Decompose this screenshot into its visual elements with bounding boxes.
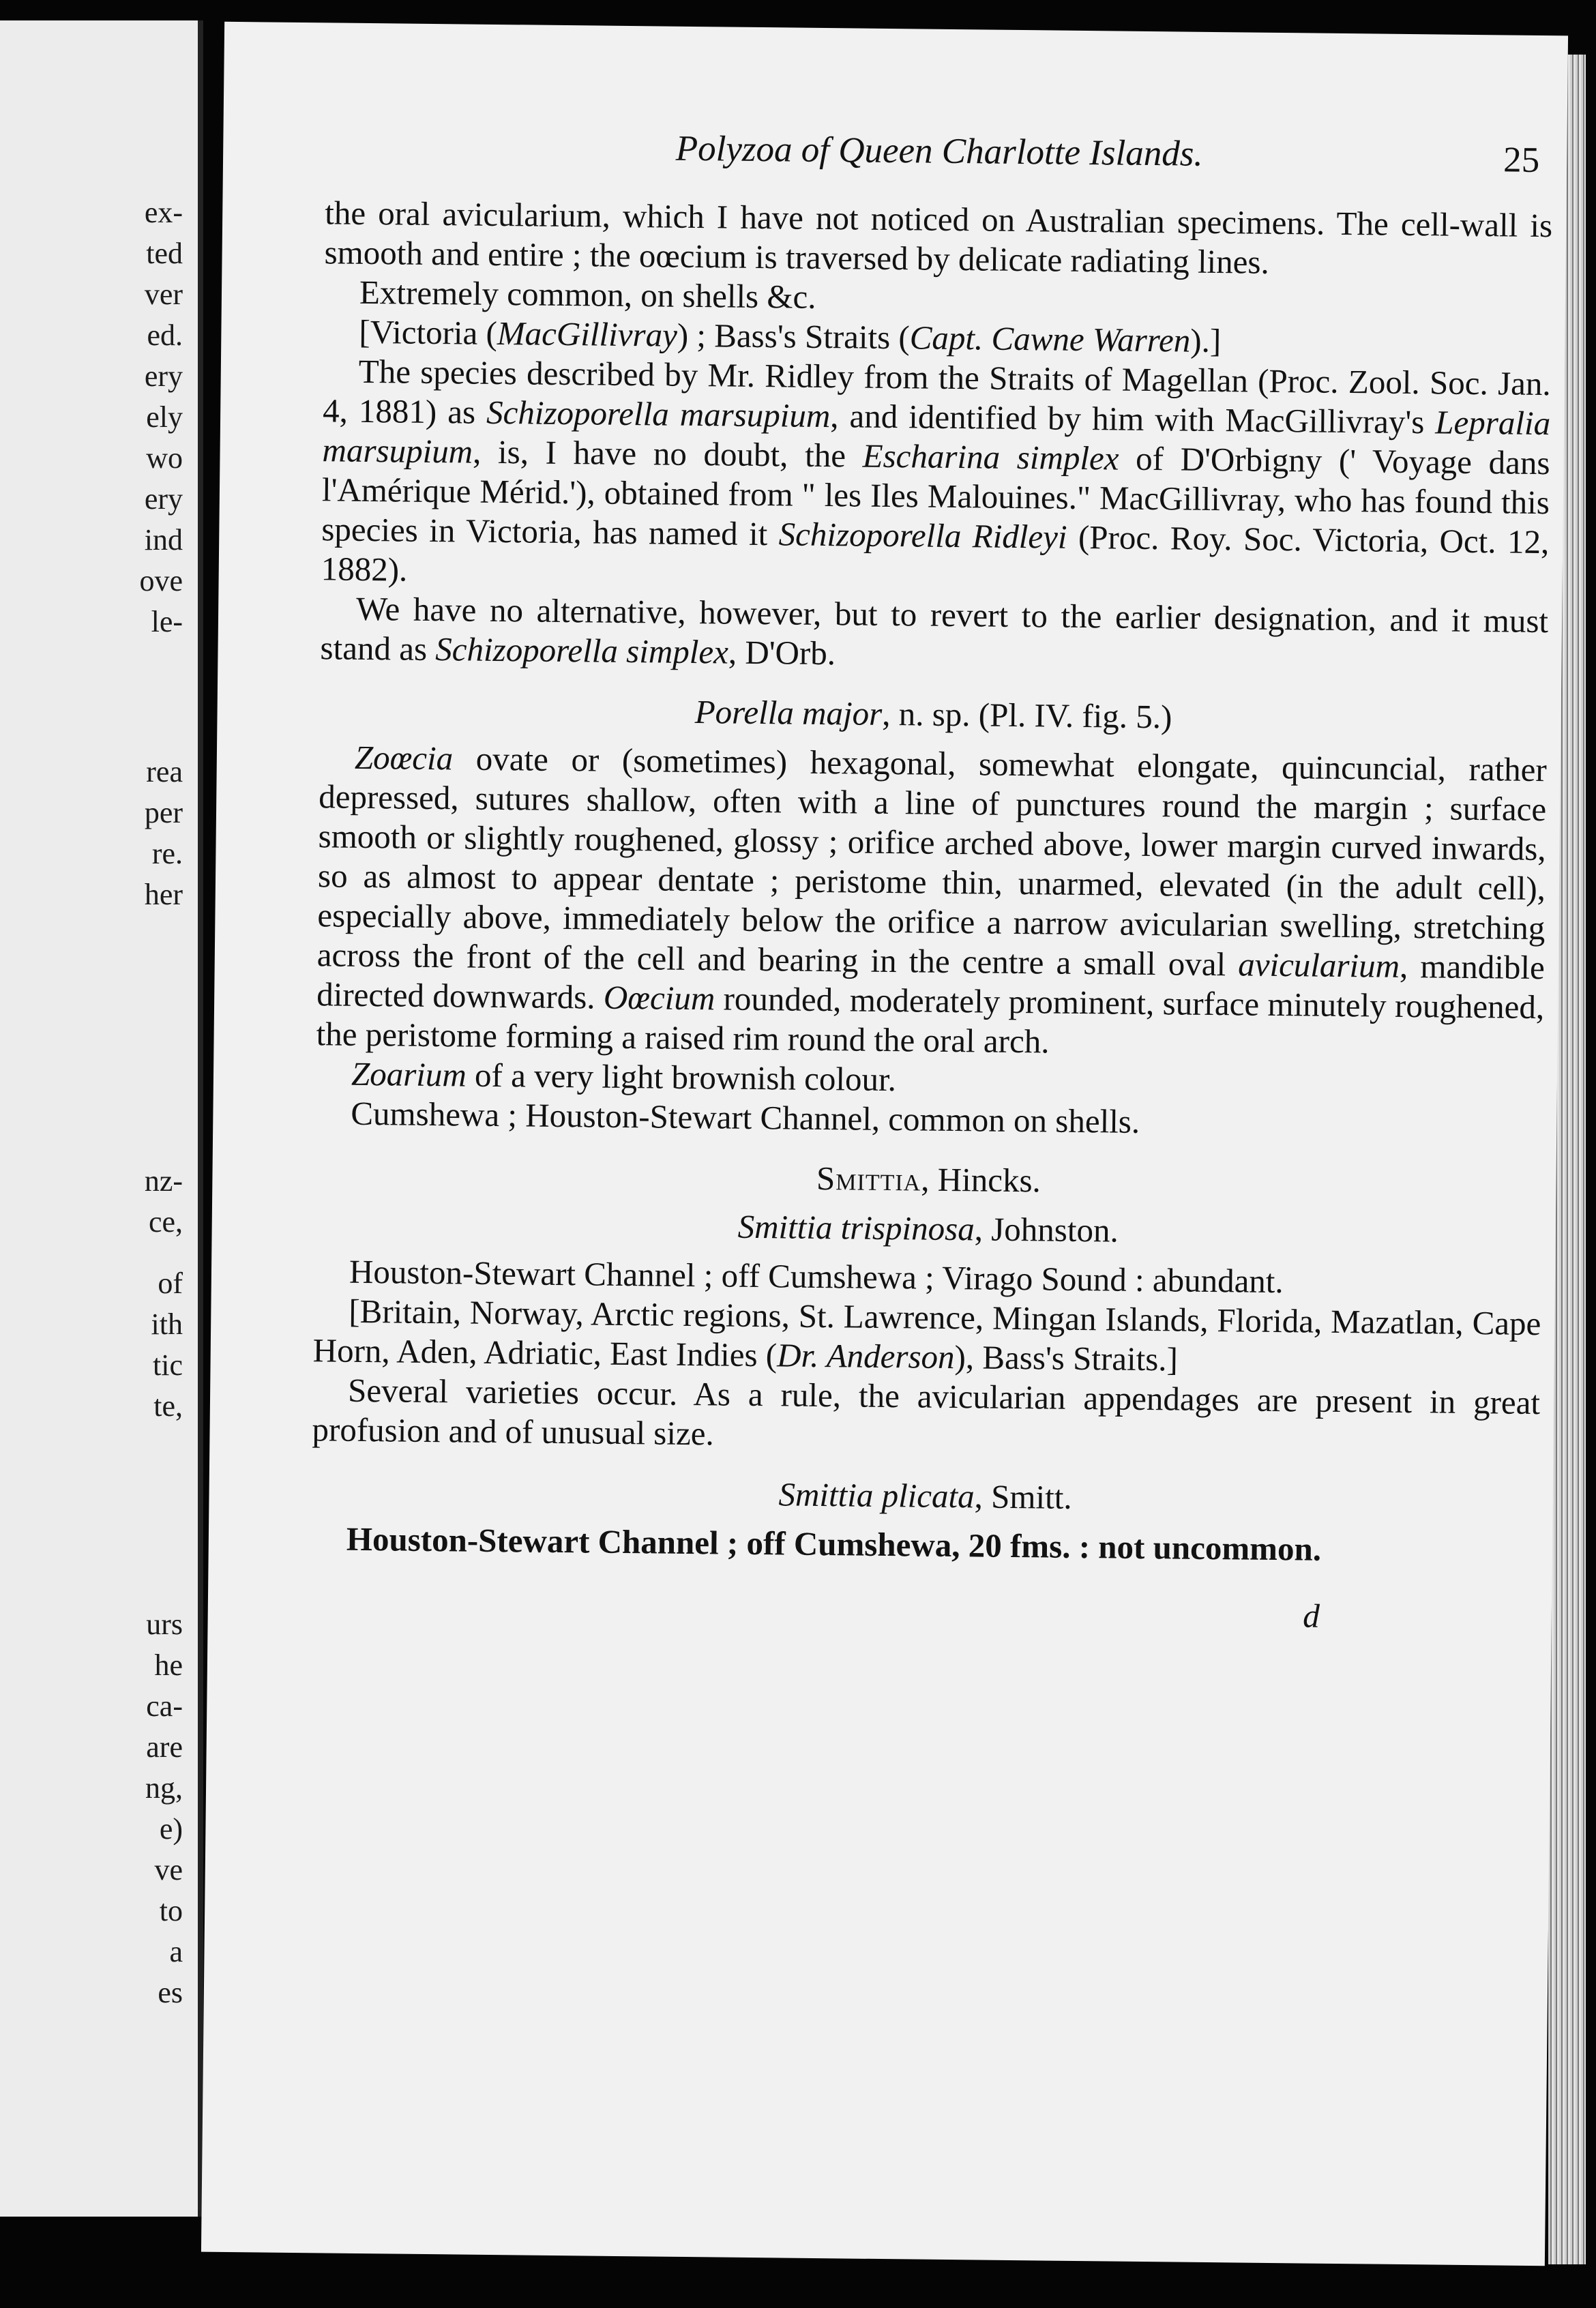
left-page-fragment: tic	[153, 1348, 183, 1382]
book-page	[201, 22, 1568, 2266]
left-page-fragment: wo	[146, 441, 183, 475]
left-page-fragment: rea	[146, 755, 183, 788]
left-page-fragment: le-	[151, 605, 183, 638]
left-page-fragment: ed.	[147, 319, 183, 352]
left-page-fragment: ery	[144, 359, 183, 393]
left-page-fragment: are	[146, 1730, 183, 1764]
left-page-fragment: es	[158, 1976, 183, 2009]
paragraph-designation: We have no alternative, however, but to revert to the earlier designation, and it must stand as Schizoporella simplex, D'Orb.	[320, 589, 1549, 672]
left-page-fragment: ex-	[144, 196, 183, 229]
left-page-fragment: of	[158, 1267, 183, 1300]
left-page-fragment: re.	[151, 837, 183, 870]
species-heading-trispinosa: Smittia trispinosa, Johnston.	[737, 1207, 1119, 1249]
paragraph-locality: Cumshewa ; Houston-Stewart Channel, common on shells.	[351, 1094, 1140, 1140]
previous-page-edge	[0, 20, 203, 2217]
left-page-fragment: e)	[159, 1812, 183, 1846]
genus-heading-smittia: Smittia, Hincks.	[816, 1159, 1041, 1200]
running-header	[325, 125, 1554, 206]
left-page-fragment: ver	[144, 278, 183, 311]
left-page-fragment: ve	[154, 1853, 183, 1887]
left-page-fragment: ery	[144, 482, 183, 516]
species-heading-porella: Porella major, n. sp. (Pl. IV. fig. 5.)	[694, 693, 1172, 736]
left-page-fragment: ng,	[145, 1771, 183, 1805]
left-page-fragment: ith	[151, 1307, 183, 1341]
left-page-fragment: urs	[146, 1608, 183, 1641]
left-page-fragment: he	[154, 1648, 183, 1682]
species-heading-plicata: Smittia plicata, Smitt.	[778, 1475, 1072, 1516]
left-page-fragment: ted	[146, 237, 183, 270]
paragraph-trispinosa-distribution: [Britain, Norway, Arctic regions, St. Lawrence, Mingan Islands, Florida, Mazatlan, Cape Horn, Aden, Adriatic, East Indies (Dr. Anderson), Bass's Straits.]	[312, 1292, 1541, 1378]
paragraph-varieties: Several varieties occur. As a rule, the avicularian appendages are present in great profusion and of unusual size.	[312, 1371, 1541, 1453]
paragraph-plicata-locality: Houston-Stewart Channel ; off Cumshewa, 20 fms. : not uncommon.	[346, 1520, 1322, 1568]
left-page-fragment: ind	[144, 523, 183, 557]
paragraph-ridley: The species described by Mr. Ridley from the Straits of Magellan (Proc. Zool. Soc. Jan. 4, 1881) as Schizoporella marsupium, and identified by him with MacGillivray's Lepralia marsupium, is, I have no doubt, the Escharina simplex of D'Orbigny (' Voyage dans l'Amérique Mérid.'), obtained from " les Iles Malouines." MacGillivray, who has found this species in Victoria, has named it Schizoporella Ridleyi (Proc. Roy. Soc. Victoria, Oct. 12, 1882).	[321, 352, 1552, 589]
left-page-fragment: ove	[139, 564, 183, 597]
left-page-fragment: to	[159, 1894, 183, 1927]
paragraph-continued: the oral avicularium, which I have not noticed on Australian specimens. The cell-wall is smooth and entire ; the oœcium is traversed by delicate radiating lines.	[324, 194, 1553, 281]
left-page-fragment: her	[144, 878, 183, 911]
left-page-fragment: te,	[153, 1389, 183, 1423]
left-page-fragment: ce,	[148, 1205, 183, 1239]
left-page-fragment: nz-	[144, 1164, 183, 1198]
left-page-fragment: a	[169, 1935, 183, 1968]
running-title: Polyzoa of Queen Charlotte Islands.	[675, 128, 1203, 174]
left-page-fragment: per	[144, 796, 183, 829]
paragraph-abundance: Extremely common, on shells &c.	[359, 273, 816, 316]
paragraph-zoarium: Zoarium of a very light brownish colour.	[351, 1054, 897, 1099]
paragraph-trispinosa-locality: Houston-Stewart Channel ; off Cumshewa ; Virago Sound : abundant.	[349, 1252, 1284, 1301]
paragraph-distribution: [Victoria (MacGillivray) ; Bass's Straits (Capt. Cawne Warren).]	[359, 312, 1222, 360]
page-number: 25	[1503, 140, 1540, 180]
paragraph-description: Zoœcia ovate or (sometimes) hexagonal, somewhat elongate, quincuncial, rather depressed, sutures shallow, often with a line of punctures round the margin ; surface smooth or slightly roughened, glossy ; orifice arched above, lower margin curved inwards, so as almost to appear dentate ; peristome thin, unarmed, elevated (in the adult cell), especially above, immediately below the orifice a narrow avicularian swelling, stretching across the front of the cell and bearing in the centre a small oval avicularium, mandible directed downwards. Oœcium rounded, moderately prominent, surface minutely roughened, the peristome forming a raised rim round the oral arch.	[316, 738, 1548, 1061]
signature-mark: d	[1302, 1597, 1320, 1635]
left-page-fragment: ca-	[146, 1689, 183, 1723]
left-page-fragment: ely	[146, 400, 183, 434]
page-text	[310, 125, 1554, 1638]
